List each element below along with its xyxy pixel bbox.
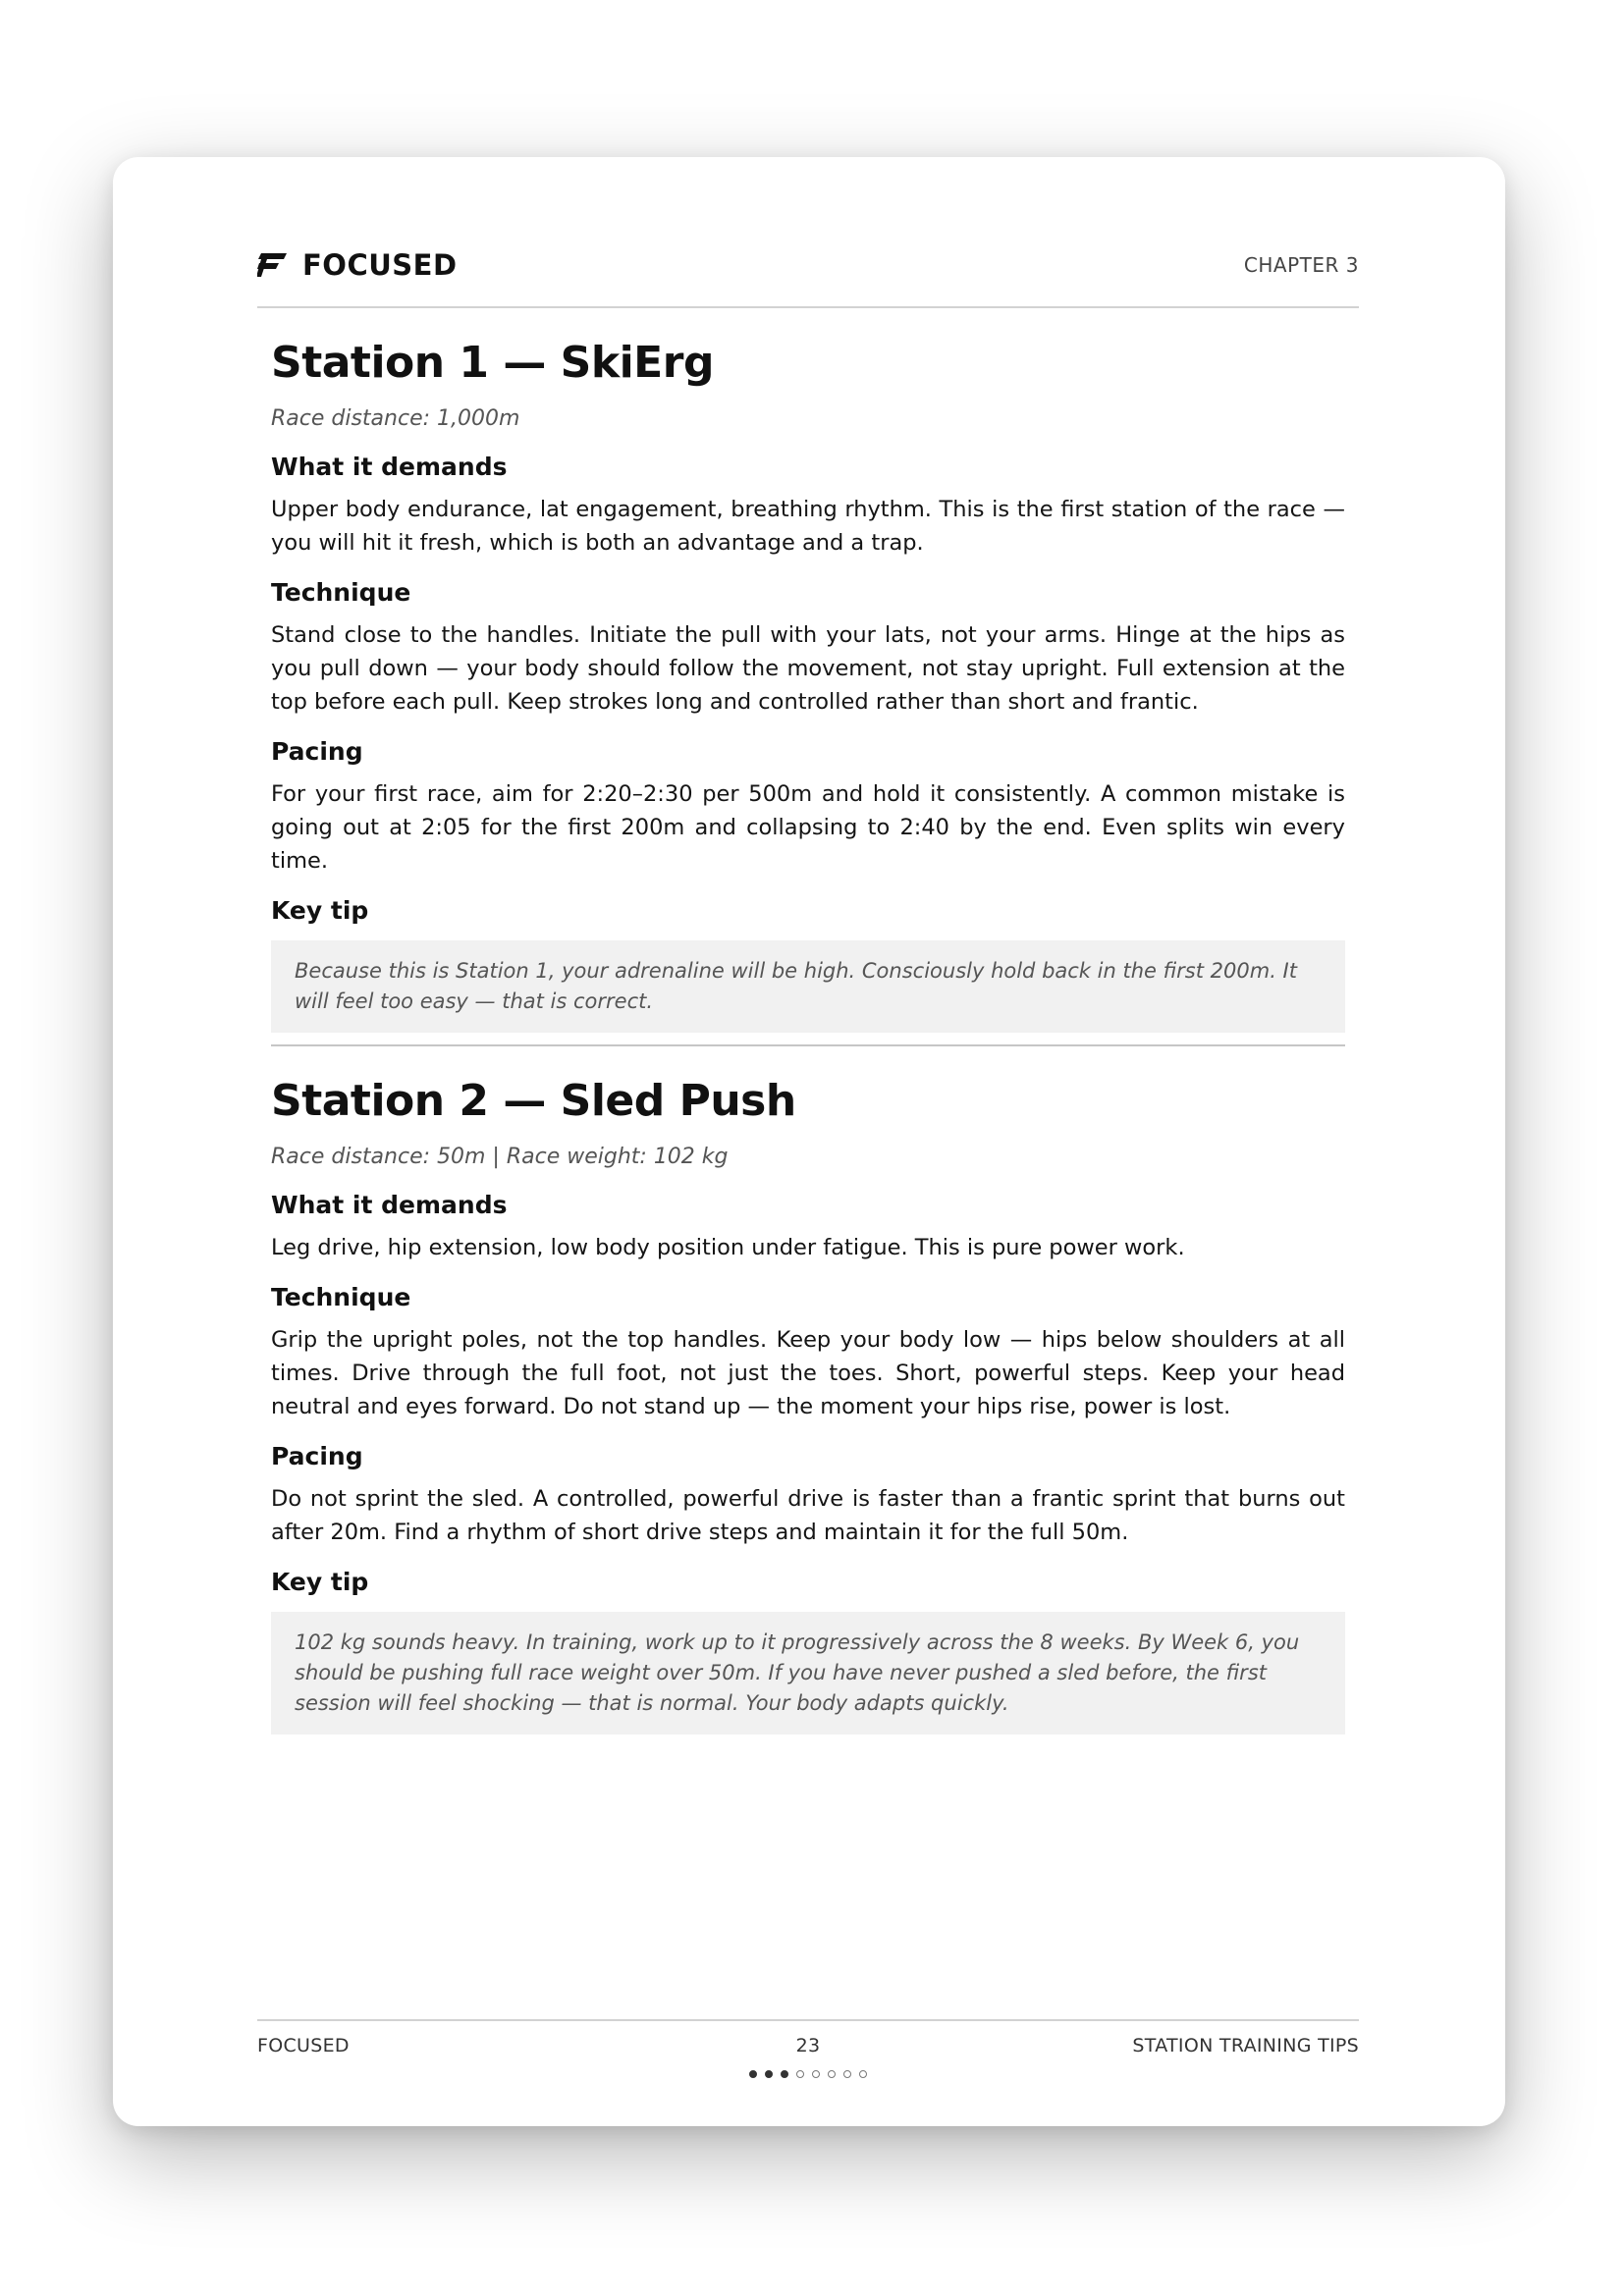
progress-dot bbox=[859, 2070, 867, 2078]
key-tip-heading: Key tip bbox=[271, 896, 369, 925]
section-text: Do not sprint the sled. A controlled, powerful drive is faster than a frantic sprint that burns out after 20m. Find a rhythm of short drive steps and maintain it for the full 50m. bbox=[271, 1486, 1345, 1545]
brand-name: FOCUSED bbox=[302, 248, 458, 282]
progress-dot bbox=[781, 2070, 788, 2078]
brand bbox=[257, 245, 458, 285]
section-divider bbox=[271, 1044, 1345, 1046]
station-meta: Race distance: 50m | Race weight: 102 kg bbox=[271, 1145, 729, 1169]
station-title: Station 2 — Sled Push bbox=[271, 1076, 796, 1126]
section-text: Upper body endurance, lat engagement, breathing rhythm. This is the first station of the race — you will hit it fresh, which is both an advantage and a trap. bbox=[271, 497, 1345, 556]
focused-logo-icon bbox=[257, 251, 287, 279]
progress-dot bbox=[843, 2070, 851, 2078]
chapter-label: CHAPTER 3 bbox=[1243, 253, 1359, 277]
station-2 bbox=[271, 1072, 1345, 1735]
page-header bbox=[257, 245, 1359, 308]
document-page bbox=[113, 157, 1505, 2126]
section-heading: Technique bbox=[271, 578, 411, 607]
key-tip-box: Because this is Station 1, your adrenaline will be high. Consciously hold back in the first 200m. It will feel too easy — that is correct. bbox=[271, 940, 1345, 1033]
page-progress-dots bbox=[257, 2070, 1359, 2078]
section-heading: What it demands bbox=[271, 453, 508, 481]
page-footer bbox=[257, 2019, 1359, 2080]
footer-section-title: STATION TRAINING TIPS bbox=[1132, 2035, 1359, 2056]
section-heading: What it demands bbox=[271, 1191, 508, 1219]
progress-dot bbox=[796, 2070, 804, 2078]
section-heading: Technique bbox=[271, 1283, 411, 1311]
progress-dot bbox=[812, 2070, 820, 2078]
station-1 bbox=[271, 334, 1345, 1033]
section-text: Stand close to the handles. Initiate the pull with your lats, not your arms. Hinge at the hips as you pull down — your body should follow the movement, not stay upright. Full extension at the top before each pull. Keep strokes long and controlled rather than short and frantic. bbox=[271, 622, 1345, 715]
key-tip-heading: Key tip bbox=[271, 1568, 369, 1596]
progress-dot bbox=[828, 2070, 836, 2078]
page-number: 23 bbox=[795, 2035, 821, 2056]
progress-dot bbox=[765, 2070, 773, 2078]
footer-brand: FOCUSED bbox=[257, 2035, 350, 2056]
progress-dot bbox=[749, 2070, 757, 2078]
section-text: For your first race, aim for 2:20–2:30 per 500m and hold it consistently. A common mistake is going out at 2:05 for the first 200m and collapsing to 2:40 by the end. Even splits win every time. bbox=[271, 781, 1345, 874]
section-text: Leg drive, hip extension, low body position under fatigue. This is pure power work. bbox=[271, 1235, 1185, 1260]
section-heading: Pacing bbox=[271, 737, 363, 766]
key-tip-box: 102 kg sounds heavy. In training, work up to it progressively across the 8 weeks. By Week 6, you should be pushing full race weight over 50m. If you have never pushed a sled before, the first session will feel shocking — that is normal. Your body adapts quickly. bbox=[271, 1612, 1345, 1735]
station-title: Station 1 — SkiErg bbox=[271, 338, 714, 388]
section-text: Grip the upright poles, not the top handles. Keep your body low — hips below shoulders at all times. Drive through the full foot, not just the toes. Short, powerful steps. Keep your head neutral and eyes forward. Do not stand up — the moment your hips rise, power is lost. bbox=[271, 1327, 1345, 1419]
page-content bbox=[271, 334, 1345, 1735]
station-meta: Race distance: 1,000m bbox=[271, 406, 520, 431]
section-heading: Pacing bbox=[271, 1442, 363, 1470]
